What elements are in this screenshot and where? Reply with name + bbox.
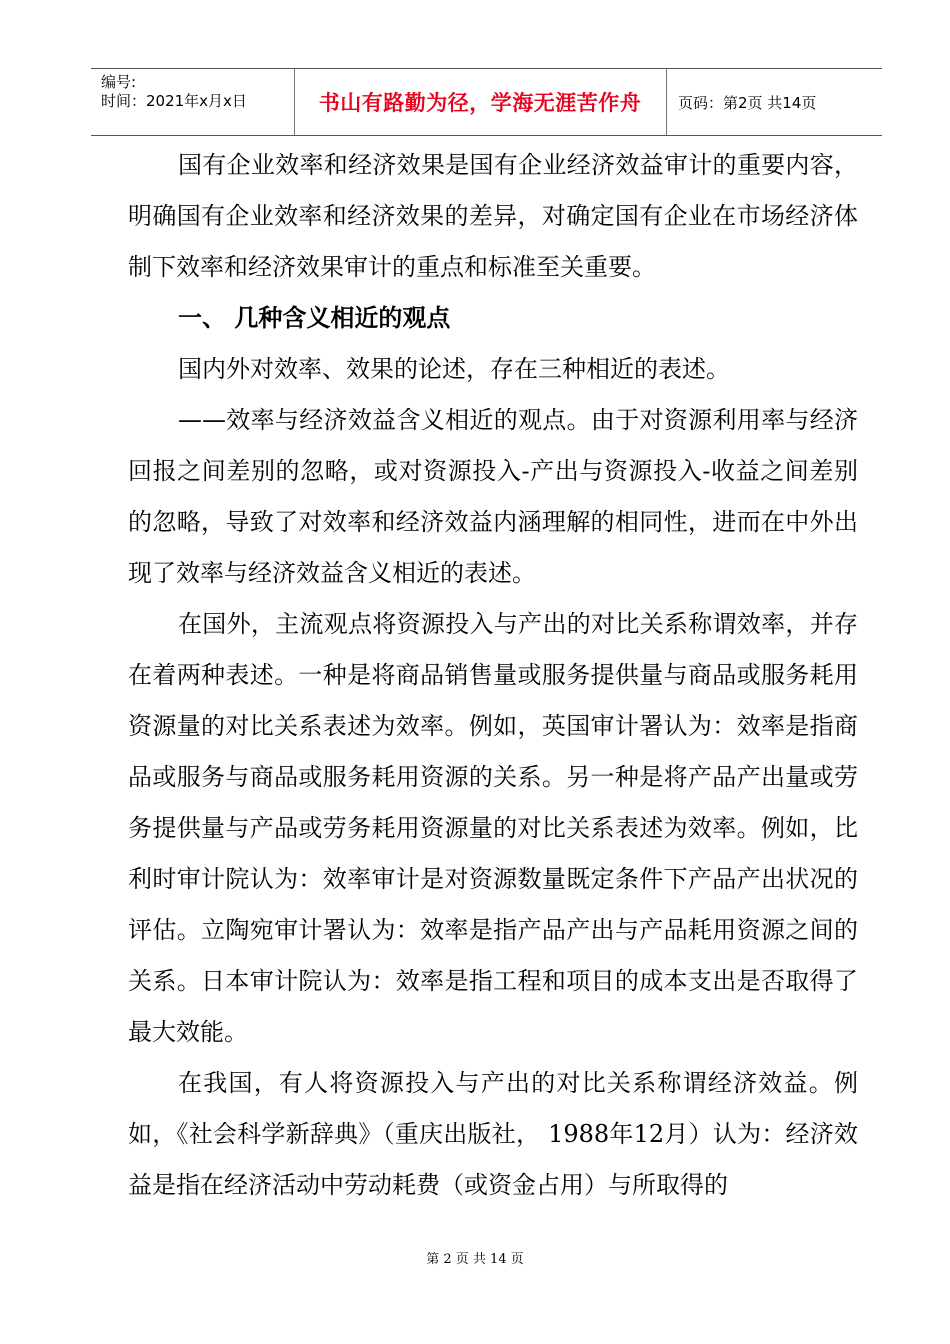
- paragraph-intro: 国有企业效率和经济效果是国有企业经济效益审计的重要内容，明确国有企业效率和经济效果的差异，对确定国有企业在市场经济体制下效率和经济效果审计的重点和标准至关重要。: [128, 151, 858, 281]
- paragraph-domestic-views: [128, 1058, 858, 1211]
- section-heading: 一、 几种含义相近的观点: [178, 304, 451, 332]
- viewpoint-lead: ——效率与经济效益含义相近的观点。: [178, 406, 591, 434]
- paragraph-foreign-views: 在国外，主流观点将资源投入与产出的对比关系称谓效率，并存在着两种表述。一种是将商品销售量或服务提供量与商品或服务耗用资源量的对比关系表述为效率。例如，英国审计署认为：效率是指商品或服务与商品或服务耗用资源的关系。另一种是将产品产出量或劳务提供量与产品或劳务耗用资源量的对比关系表述为效率。例如，比利时审计院认为：效率审计是对资源数量既定条件下产品产出状况的评估。立陶宛审计署认为：效率是指产品产出与产品耗用资源之间的关系。日本审计院认为：效率是指工程和项目的成本支出是否取得了最大效能。: [128, 610, 858, 1046]
- header-page-info: 页码：第2页 共14页: [678, 93, 817, 112]
- viewpoint-text: 由于对资源利用率与经济回报之间差别的忽略，或对资源投入-产出与资源投入-收益之间差别的忽略，导致了对效率和经济效益内涵理解的相同性，进而在中外出现了效率与经济效益含义相近的表述。: [128, 406, 858, 587]
- header-meta: [91, 69, 295, 135]
- paragraph-overview: 国内外对效率、效果的论述，存在三种相近的表述。: [178, 355, 730, 383]
- page-header: [91, 68, 882, 136]
- page-footer: 第 2 页 共 14 页: [426, 1252, 524, 1267]
- publisher-info: （重庆出版社， 1988年12月）: [382, 1120, 713, 1148]
- domestic-intro: 在我国，有人将资源投入与产出的对比关系称谓经济效益。例如，: [128, 1069, 858, 1148]
- paragraph-viewpoint-one: [128, 395, 858, 599]
- header-motto: 书山有路勤为径，学海无涯苦作舟: [294, 69, 667, 135]
- domestic-definition: 认为：经济效益是指在经济活动中劳动耗费（或资金占用）与所取得的: [128, 1120, 859, 1199]
- book-title: 《社会科学新辞典》: [176, 1120, 383, 1148]
- document-code-label: 编号:: [101, 73, 137, 91]
- document-time: 时间：2021年x月x日: [101, 92, 247, 110]
- document-body: [128, 140, 858, 1211]
